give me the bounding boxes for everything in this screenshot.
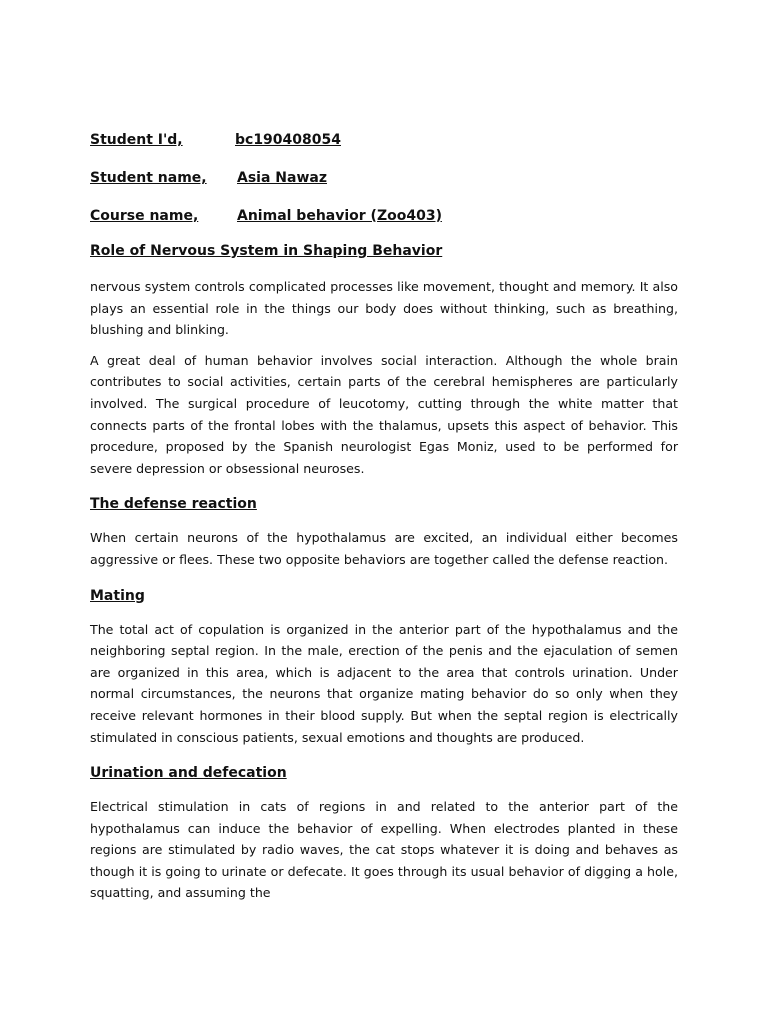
course-name-value: Animal behavior (Zoo403) <box>237 208 442 224</box>
section-text-urination-defecation: Electrical stimulation in cats of regions in and related to the anterior part of the hypothalamus can induce the behavior of expelling. When electrodes planted in these regions are stimulated by radio waves, the cat stops whatever it is doing and behaves as though it is going to urinate or defecate. It goes through its usual behavior of digging a hole, squatting, and assuming the <box>90 799 678 901</box>
student-id-label: Student I'd, <box>90 132 183 148</box>
section-heading-defense-reaction: The defense reaction <box>90 496 257 513</box>
section-heading-urination-defecation: Urination and defecation <box>90 765 287 782</box>
student-name-row <box>90 166 678 190</box>
student-id-value: bc190408054 <box>235 132 341 148</box>
student-id-row <box>90 128 678 152</box>
document-title: Role of Nervous System in Shaping Behavior <box>90 243 443 259</box>
intro-paragraph: A great deal of human behavior involves social interaction. Although the whole brain contributes to social activities, certain parts of the cerebral hemispheres are particularly involved. The surgical procedure of leucotomy, cutting through the white matter that connects parts of the frontal lobes with the thalamus, upsets this aspect of behavior. This procedure, proposed by the Spanish neurologist Egas Moniz, used to be performed for severe depression or obsessional neuroses. <box>90 352 678 476</box>
section-text-mating: The total act of copulation is organized in the anterior part of the hypothalamus and the neighboring septal region. In the male, erection of the penis and the ejaculation of semen are organized in this area, which is adjacent to the area that controls urination. Under normal circumstances, the neurons that organize mating behavior do so only when they receive relevant hormones in their blood supply. But when the septal region is electrically stimulated in conscious patients, sexual emotions and thoughts are produced. <box>90 621 678 745</box>
student-name-label: Student name, <box>90 170 207 186</box>
course-name-row <box>90 204 678 228</box>
course-name-label: Course name, <box>90 208 199 224</box>
section-heading-mating: Mating <box>90 587 145 604</box>
section-text-defense-reaction: When certain neurons of the hypothalamus are excited, an individual either becomes aggressive or flees. These two opposite behaviors are together called the defense reaction. <box>90 530 678 567</box>
student-name-value: Asia Nawaz <box>237 170 327 186</box>
intro-paragraph: nervous system controls complicated processes like movement, thought and memory. It also plays an essential role in the things our body does without thinking, such as breathing, blushing and blinking. <box>90 279 678 338</box>
